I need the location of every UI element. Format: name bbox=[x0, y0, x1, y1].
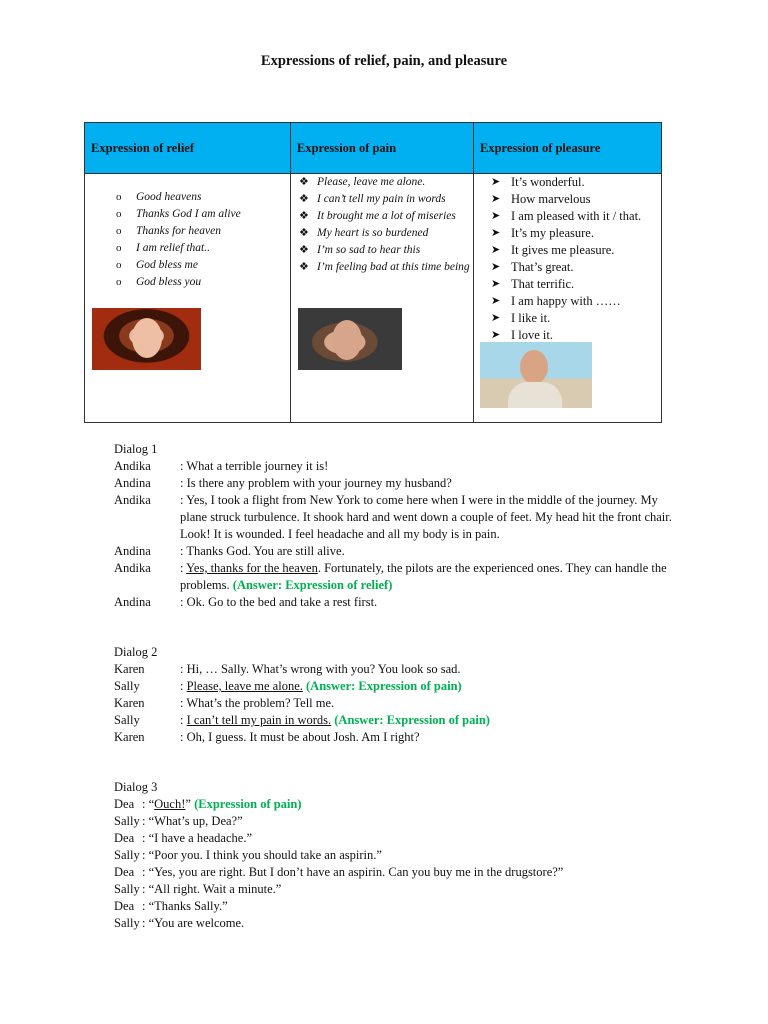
pleasure-expression bbox=[474, 174, 661, 191]
bullet-icon: ❖ bbox=[299, 227, 309, 239]
speaker-name: Andina bbox=[114, 595, 151, 609]
dialog-line bbox=[114, 560, 684, 594]
expression-text: I’m so sad to hear this bbox=[317, 244, 421, 256]
dialog-2 bbox=[114, 644, 684, 746]
speaker-name: Sally bbox=[114, 713, 140, 727]
pleasure-expression bbox=[474, 310, 661, 327]
dialog-3 bbox=[114, 779, 684, 932]
header-pleasure: Expression of pleasure bbox=[474, 123, 662, 174]
text-prefix: : bbox=[180, 561, 187, 575]
pleasure-expression bbox=[474, 259, 661, 276]
speaker-name: Sally bbox=[114, 679, 140, 693]
dialog-heading: Dialog 3 bbox=[114, 780, 158, 794]
pain-expression bbox=[291, 259, 473, 276]
answer-label: (Answer: Expression of pain) bbox=[306, 679, 462, 693]
answer-label: (Answer: Expression of pain) bbox=[334, 713, 490, 727]
pleasure-list bbox=[474, 174, 661, 344]
dialog-text bbox=[142, 916, 244, 930]
pain-expression bbox=[291, 191, 473, 208]
relief-expression bbox=[85, 257, 290, 274]
bullet-icon: ➤ bbox=[491, 193, 501, 205]
expression-text: I love it. bbox=[511, 328, 554, 342]
underlined-expression: I can’t tell my pain in words. bbox=[186, 713, 332, 727]
dialog-heading: Dialog 2 bbox=[114, 645, 158, 659]
line-text: : Yes, I took a flight from New York to come here when I were in the middle of the journey. My plane struck turbulence. It shook hard and went down a couple of feet. My head hit the front chair. Look! It is wounded. I feel headache and all my body is in pain. bbox=[180, 493, 672, 541]
speaker-name: Andika bbox=[114, 459, 151, 473]
dialog-text bbox=[142, 831, 252, 845]
bullet-icon: ➤ bbox=[491, 295, 501, 307]
bullet-icon: o bbox=[116, 191, 122, 203]
dialog-text bbox=[142, 882, 281, 896]
dialog-line bbox=[114, 458, 684, 475]
expression-text: Thanks God I am alive bbox=[136, 208, 241, 220]
expression-text: It’s wonderful. bbox=[511, 175, 585, 189]
dialog-line bbox=[114, 661, 684, 678]
dialogs-section bbox=[114, 441, 684, 932]
relief-expression bbox=[85, 274, 290, 291]
dialog-text bbox=[180, 594, 675, 611]
bullet-icon: ➤ bbox=[491, 244, 501, 256]
speaker-name: Dea bbox=[114, 831, 135, 845]
dialog-text bbox=[180, 560, 675, 594]
bullet-icon: o bbox=[116, 276, 122, 288]
speaker-name: Andika bbox=[114, 561, 151, 575]
expression-text: I am pleased with it / that. bbox=[511, 209, 642, 223]
expression-text: I am relief that.. bbox=[136, 242, 210, 254]
bullet-icon: ❖ bbox=[299, 261, 309, 273]
speaker-name: Andina bbox=[114, 544, 151, 558]
speaker-name: Sally bbox=[114, 882, 140, 896]
dialog-text bbox=[180, 712, 675, 729]
speaker-name: Sally bbox=[114, 916, 140, 930]
expression-text: God bless me bbox=[136, 259, 198, 271]
expression-text: My heart is so burdened bbox=[317, 227, 429, 239]
expression-text: I am happy with …… bbox=[511, 294, 621, 308]
bullet-icon: ➤ bbox=[491, 278, 501, 290]
expression-text: I’m feeling bad at this time being bbox=[317, 261, 470, 273]
pain-cell bbox=[291, 174, 474, 423]
dialog-line bbox=[114, 830, 684, 847]
line-text: : “I have a headache.” bbox=[142, 831, 252, 845]
dialog-text bbox=[180, 695, 675, 712]
bullet-icon: ➤ bbox=[491, 312, 501, 324]
dialog-heading: Dialog 1 bbox=[114, 442, 158, 456]
pleasure-expression bbox=[474, 242, 661, 259]
speaker-name: Dea bbox=[114, 797, 135, 811]
page-title: Expressions of relief, pain, and pleasure bbox=[260, 53, 508, 69]
dialog-line bbox=[114, 678, 684, 695]
pleasure-cell bbox=[474, 174, 662, 423]
underlined-expression: Yes, thanks for the heaven bbox=[186, 561, 318, 575]
line-text: : Oh, I guess. It must be about Josh. Am I right? bbox=[180, 730, 420, 744]
expression-text: Please, leave me alone. bbox=[317, 176, 426, 188]
dialog-text bbox=[142, 814, 243, 828]
table-header-row bbox=[85, 123, 662, 174]
line-text: : Is there any problem with your journey my husband? bbox=[180, 476, 452, 490]
bullet-icon: ➤ bbox=[491, 210, 501, 222]
relief-list bbox=[85, 174, 290, 291]
line-text: : “All right. Wait a minute.” bbox=[142, 882, 282, 896]
dialog-1 bbox=[114, 441, 684, 611]
dialog-line bbox=[114, 543, 684, 560]
dialog-text bbox=[180, 678, 675, 695]
expression-text: God bless you bbox=[136, 276, 202, 288]
sad-man-photo bbox=[298, 308, 402, 370]
line-text: : “Yes, you are right. But I don’t have an aspirin. Can you buy me in the drugstore?” bbox=[142, 865, 564, 879]
dialog-line bbox=[114, 898, 684, 915]
dialog-line bbox=[114, 594, 684, 611]
pleasure-expression bbox=[474, 208, 661, 225]
speaker-name: Sally bbox=[114, 814, 140, 828]
pain-expression bbox=[291, 208, 473, 225]
underlined-expression: Please, leave me alone. bbox=[186, 679, 303, 693]
bullet-icon: ❖ bbox=[299, 210, 309, 222]
pleasure-expression bbox=[474, 225, 661, 242]
bullet-icon: ❖ bbox=[299, 176, 309, 188]
dialog-line bbox=[114, 492, 684, 543]
relief-expression bbox=[85, 240, 290, 257]
dialog-line bbox=[114, 813, 684, 830]
dialog-text bbox=[142, 865, 563, 879]
dialog-line bbox=[114, 729, 684, 746]
dialog-line bbox=[114, 796, 684, 813]
speaker-name: Karen bbox=[114, 662, 145, 676]
relief-expression bbox=[85, 206, 290, 223]
line-text: : What a terrible journey it is! bbox=[180, 459, 329, 473]
pleasure-expression bbox=[474, 293, 661, 310]
dialog-line bbox=[114, 881, 684, 898]
bullet-icon: ❖ bbox=[299, 244, 309, 256]
speaker-name: Karen bbox=[114, 730, 145, 744]
expression-text: It’s my pleasure. bbox=[511, 226, 594, 240]
bullet-icon: ❖ bbox=[299, 193, 309, 205]
pain-expression bbox=[291, 225, 473, 242]
dialog-line bbox=[114, 712, 684, 729]
speaker-name: Dea bbox=[114, 899, 135, 913]
bullet-icon: ➤ bbox=[491, 227, 501, 239]
smiling-man-beach-photo bbox=[480, 342, 592, 408]
dialog-text bbox=[180, 458, 675, 475]
header-pain: Expression of pain bbox=[291, 123, 474, 174]
answer-label: (Answer: Expression of relief) bbox=[232, 578, 393, 592]
relief-expression bbox=[85, 189, 290, 206]
dialog-text bbox=[142, 848, 382, 862]
speaker-name: Andina bbox=[114, 476, 151, 490]
answer-label: (Expression of pain) bbox=[194, 797, 302, 811]
expression-text: Good heavens bbox=[136, 191, 202, 203]
relief-expression bbox=[85, 223, 290, 240]
line-text: : “Thanks Sally.” bbox=[142, 899, 228, 913]
speaker-name: Sally bbox=[114, 848, 140, 862]
expression-text: That terrific. bbox=[511, 277, 575, 291]
line-text: . Fortunately, the pilots are the experienced ones. They can handle the problems. bbox=[180, 561, 667, 592]
table-body-row bbox=[85, 174, 662, 423]
speaker-name: Karen bbox=[114, 696, 145, 710]
expression-text: Thanks for heaven bbox=[136, 225, 221, 237]
pain-expression bbox=[291, 174, 473, 191]
dialog-text bbox=[180, 543, 675, 560]
pleasure-expression bbox=[474, 276, 661, 293]
bullet-icon: o bbox=[116, 225, 122, 237]
header-relief: Expression of relief bbox=[85, 123, 291, 174]
expressions-table bbox=[84, 122, 662, 423]
dialog-line bbox=[114, 847, 684, 864]
dialog-text bbox=[180, 661, 675, 678]
pain-list bbox=[291, 174, 473, 276]
line-text: : What’s the problem? Tell me. bbox=[180, 696, 335, 710]
bullet-icon: o bbox=[116, 242, 122, 254]
relief-cell bbox=[85, 174, 291, 423]
expression-text: I like it. bbox=[511, 311, 551, 325]
bullet-icon: o bbox=[116, 259, 122, 271]
line-text: ” bbox=[185, 797, 195, 811]
laughing-girl-photo bbox=[92, 308, 201, 370]
text-prefix: : “ bbox=[142, 797, 155, 811]
bullet-icon: ➤ bbox=[491, 329, 501, 341]
dialog-text bbox=[180, 475, 675, 492]
dialog-text bbox=[142, 797, 302, 811]
pleasure-expression bbox=[474, 191, 661, 208]
dialog-text bbox=[180, 492, 675, 543]
text-prefix: : bbox=[180, 713, 187, 727]
expression-text: I can’t tell my pain in words bbox=[317, 193, 446, 205]
dialog-line bbox=[114, 864, 684, 881]
text-prefix: : bbox=[180, 679, 187, 693]
line-text: : Ok. Go to the bed and take a rest first. bbox=[180, 595, 378, 609]
line-text: : “What’s up, Dea?” bbox=[142, 814, 243, 828]
bullet-icon: ➤ bbox=[491, 176, 501, 188]
dialog-line bbox=[114, 695, 684, 712]
line-text: : “You are welcome. bbox=[142, 916, 245, 930]
line-text: : “Poor you. I think you should take an aspirin.” bbox=[142, 848, 382, 862]
expression-text: It gives me pleasure. bbox=[511, 243, 615, 257]
bullet-icon: ➤ bbox=[491, 261, 501, 273]
expression-text: How marvelous bbox=[511, 192, 591, 206]
line-text: : Hi, … Sally. What’s wrong with you? You look so sad. bbox=[180, 662, 461, 676]
speaker-name: Dea bbox=[114, 865, 135, 879]
underlined-expression: Ouch! bbox=[154, 797, 186, 811]
dialog-line bbox=[114, 915, 684, 932]
expression-text: It brought me a lot of miseries bbox=[317, 210, 456, 222]
dialog-text bbox=[180, 729, 675, 746]
line-text: : Thanks God. You are still alive. bbox=[180, 544, 345, 558]
expression-text: That’s great. bbox=[511, 260, 574, 274]
speaker-name: Andika bbox=[114, 493, 151, 507]
dialog-text bbox=[142, 899, 228, 913]
dialog-line bbox=[114, 475, 684, 492]
pain-expression bbox=[291, 242, 473, 259]
bullet-icon: o bbox=[116, 208, 122, 220]
